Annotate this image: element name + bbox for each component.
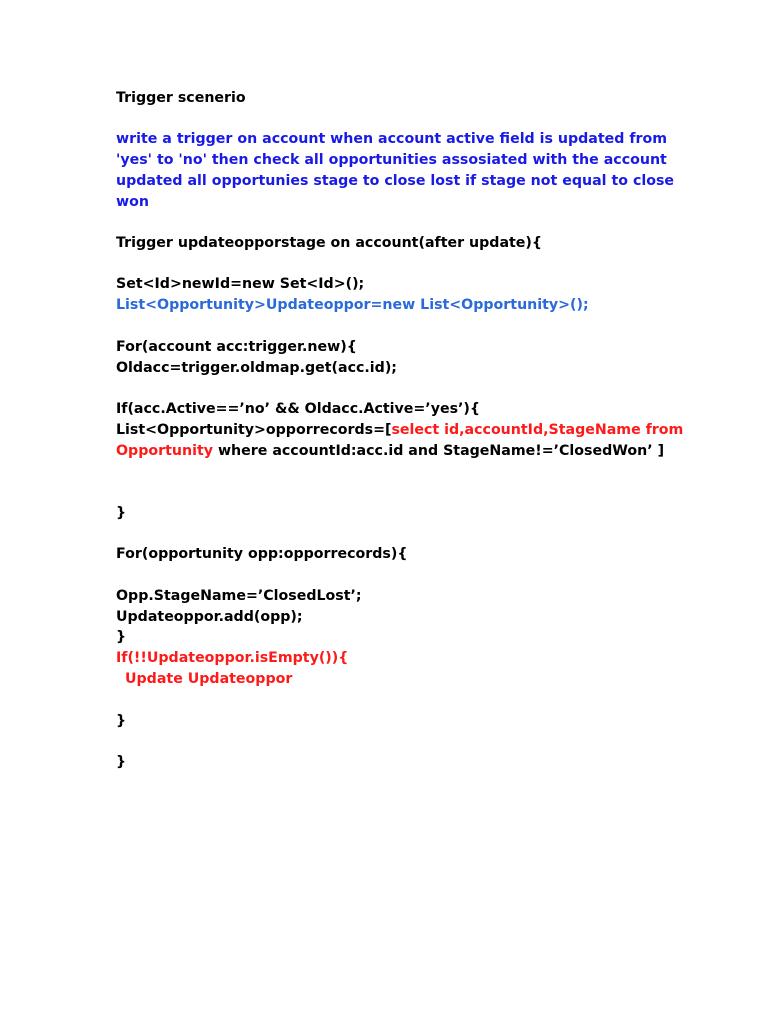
code-update-statement: Update Updateoppor (125, 671, 293, 687)
code-set-declaration: Set<Id>newId=new Set<Id>(); (116, 276, 365, 292)
code-for-opportunity: For(opportunity opp:opporrecords){ (116, 546, 408, 562)
code-close-brace-3: } (116, 713, 127, 729)
code-query-prefix: List<Opportunity>opporrecords=[ (116, 422, 392, 438)
code-if-not-empty: If(!!Updateoppor.isEmpty()){ (116, 650, 349, 666)
code-query-line-2 (116, 441, 664, 462)
code-set-stage: Opp.StageName=’ClosedLost’; (116, 588, 362, 604)
code-query-from: Opportunity (116, 443, 213, 459)
code-query-select: select id,accountId,StageName from (391, 422, 684, 438)
code-trigger-declaration: Trigger updateopporstage on account(after update){ (116, 235, 543, 251)
code-close-brace-4: } (116, 754, 127, 770)
document-heading: Trigger scenerio (116, 90, 246, 106)
description-line-4: won (116, 194, 149, 210)
code-query-where: where accountId:acc.id and StageName!=’ClosedWon’ ] (213, 443, 665, 459)
code-close-brace-2: } (116, 629, 127, 645)
code-close-brace-1: } (116, 505, 127, 521)
description-line-3: updated all opportunies stage to close lost if stage not equal to close (116, 173, 675, 189)
code-list-declaration: List<Opportunity>Updateoppor=new List<Opportunity>(); (116, 297, 589, 313)
code-query-line-1 (116, 420, 683, 441)
description-line-2: 'yes' to 'no' then check all opportunities assosiated with the account (116, 152, 667, 168)
code-oldacc-assignment: Oldacc=trigger.oldmap.get(acc.id); (116, 360, 397, 376)
description-line-1: write a trigger on account when account active field is updated from (116, 131, 668, 147)
code-add-opportunity: Updateoppor.add(opp); (116, 609, 303, 625)
code-for-account: For(account acc:trigger.new){ (116, 339, 357, 355)
code-if-active: If(acc.Active==’no’ && Oldacc.Active=’yes’){ (116, 401, 480, 417)
